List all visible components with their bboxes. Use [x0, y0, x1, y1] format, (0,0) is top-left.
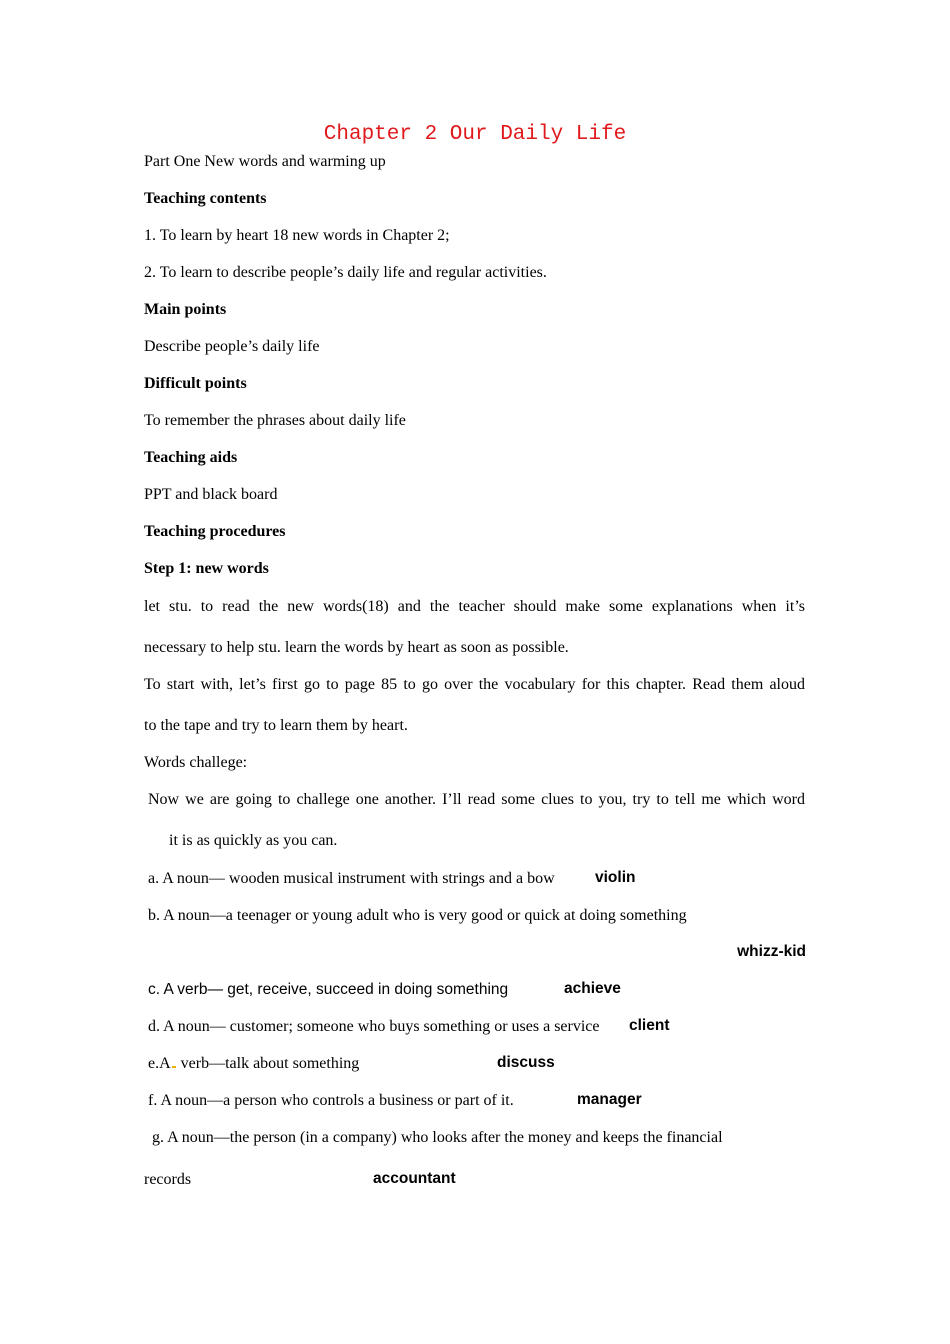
- difficult-points-text: To remember the phrases about daily life: [144, 412, 406, 429]
- challenge-line2: it is as quickly as you can.: [169, 832, 338, 849]
- clue-d: [148, 1017, 805, 1037]
- clue-b-answer: whizz-kid: [737, 943, 806, 960]
- clue-e: [148, 1054, 805, 1074]
- clue-b: b. A noun—a teenager or young adult who is very good or quick at doing something: [148, 907, 687, 924]
- teaching-aids-text: PPT and black board: [144, 486, 278, 503]
- clue-e-text: verb—talk about something: [176, 1055, 360, 1072]
- main-points-heading: Main points: [144, 301, 227, 318]
- clue-f-answer: manager: [577, 1091, 642, 1108]
- difficult-points-heading: Difficult points: [144, 375, 247, 392]
- clue-g-line2: records: [144, 1171, 192, 1188]
- clue-e-prefix: e.A: [148, 1055, 171, 1072]
- teaching-procedures-heading: Teaching procedures: [144, 523, 286, 540]
- clue-a: a. A noun— wooden musical instrument with strings and a bow: [148, 870, 555, 887]
- step1-paragraph2-line2: to the tape and try to learn them by heart.: [144, 717, 408, 734]
- clue-d-answer: client: [629, 1017, 670, 1034]
- content-item-2: 2. To learn to describe people’s daily life and regular activities.: [144, 264, 547, 281]
- revision-mark: [172, 1066, 176, 1068]
- step1-paragraph1-line2: necessary to help stu. learn the words by heart as soon as possible.: [144, 639, 569, 656]
- clue-g-answer: accountant: [373, 1170, 456, 1187]
- part-heading: Part One New words and warming up: [144, 153, 386, 170]
- content-item-1: 1. To learn by heart 18 new words in Chapter 2;: [144, 227, 450, 244]
- clue-d-text: d. A noun— customer; someone who buys something or uses a service: [148, 1018, 600, 1035]
- teaching-contents-heading: Teaching contents: [144, 190, 267, 207]
- main-points-text: Describe people’s daily life: [144, 338, 320, 355]
- step1-paragraph2-line1: To start with, let’s first go to page 85 to go over the vocabulary for this chapter. Read them aloud: [144, 676, 805, 693]
- teaching-aids-heading: Teaching aids: [144, 449, 238, 466]
- clue-c: c. A verb— get, receive, succeed in doing something: [148, 981, 509, 998]
- challenge-heading: Words challege:: [144, 754, 248, 771]
- challenge-line1: Now we are going to challege one another. I’ll read some clues to you, try to tell me which word: [148, 791, 805, 808]
- clue-a-answer: violin: [595, 869, 636, 886]
- step1-heading: Step 1: new words: [144, 560, 269, 577]
- clue-f: f. A noun—a person who controls a business or part of it.: [148, 1092, 514, 1109]
- document-title: Chapter 2 Our Daily Life: [323, 123, 627, 146]
- clue-g: g. A noun—the person (in a company) who looks after the money and keeps the financial: [152, 1129, 723, 1146]
- clue-e-answer: discuss: [497, 1054, 555, 1071]
- step1-paragraph1-line1: let stu. to read the new words(18) and the teacher should make some explanations when it’s: [144, 598, 805, 615]
- clue-c-answer: achieve: [564, 980, 621, 997]
